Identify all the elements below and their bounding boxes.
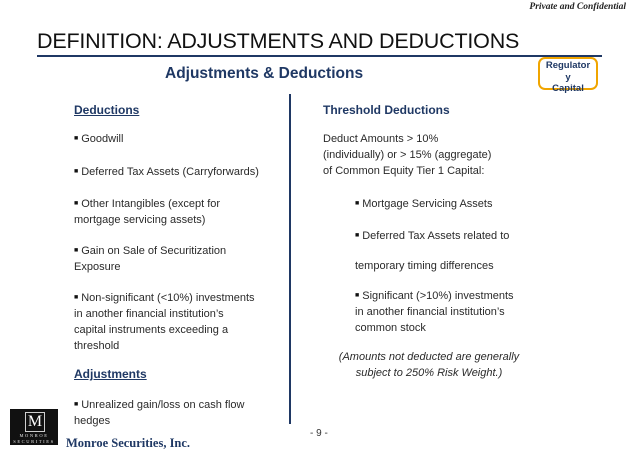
badge-line: Capital (552, 83, 584, 94)
logo-word: MONROE (19, 433, 49, 438)
list-item: ■ Non-significant (<10%) investments in another financial institution’s capital instruments exceeding a threshold (74, 292, 255, 352)
square-bullet-icon: ■ (355, 200, 360, 207)
column-divider (289, 94, 291, 424)
confidential-label: Private and Confidential (529, 2, 626, 12)
list-item: ■ Other Intangibles (except for mortgage servicing assets) (74, 198, 221, 226)
page-title: DEFINITION: ADJUSTMENTS AND DEDUCTIONS (37, 29, 520, 53)
regulatory-capital-badge (538, 57, 598, 94)
section-subtitle: Adjustments & Deductions (165, 65, 364, 82)
list-item: ■ Goodwill (74, 133, 124, 145)
company-logo (10, 409, 58, 445)
title-divider (37, 55, 602, 57)
square-bullet-icon: ■ (74, 135, 79, 142)
square-bullet-icon: ■ (74, 247, 79, 254)
badge-line: Regulator (545, 60, 591, 71)
adjustments-heading: Adjustments (74, 367, 147, 381)
square-bullet-icon: ■ (74, 168, 79, 175)
company-name: Monroe Securities, Inc. (66, 436, 191, 450)
square-bullet-icon: ■ (355, 232, 360, 239)
deductions-heading: Deductions (74, 103, 140, 117)
square-bullet-icon: ■ (74, 200, 79, 207)
page-number: - 9 - (310, 428, 328, 439)
list-item: ■ Deferred Tax Assets (Carryforwards) (74, 166, 259, 178)
square-bullet-icon: ■ (74, 401, 79, 408)
logo-monogram: M (25, 412, 45, 432)
list-item: ■ Gain on Sale of Securitization Exposure (74, 245, 227, 273)
logo-word: SECURITIES (13, 439, 55, 444)
list-item: ■ Unrealized gain/loss on cash flow hedges (74, 399, 245, 427)
square-bullet-icon: ■ (74, 294, 79, 301)
threshold-intro: Deduct Amounts > 10% (individually) or > 15% (aggregate) of Common Equity Tier 1 Capital: (323, 133, 492, 177)
square-bullet-icon: ■ (355, 292, 360, 299)
list-item: ■ Deferred Tax Assets related to (355, 230, 510, 242)
badge-line: y (565, 71, 571, 83)
risk-weight-note: (Amounts not deducted are generally subject to 250% Risk Weight.) (338, 351, 520, 379)
list-item: temporary timing differences (355, 260, 494, 272)
list-item: ■ Significant (>10%) investments in another financial institution’s common stock (355, 290, 514, 334)
list-item: ■ Mortgage Servicing Assets (355, 198, 493, 210)
threshold-deductions-heading: Threshold Deductions (323, 103, 450, 117)
